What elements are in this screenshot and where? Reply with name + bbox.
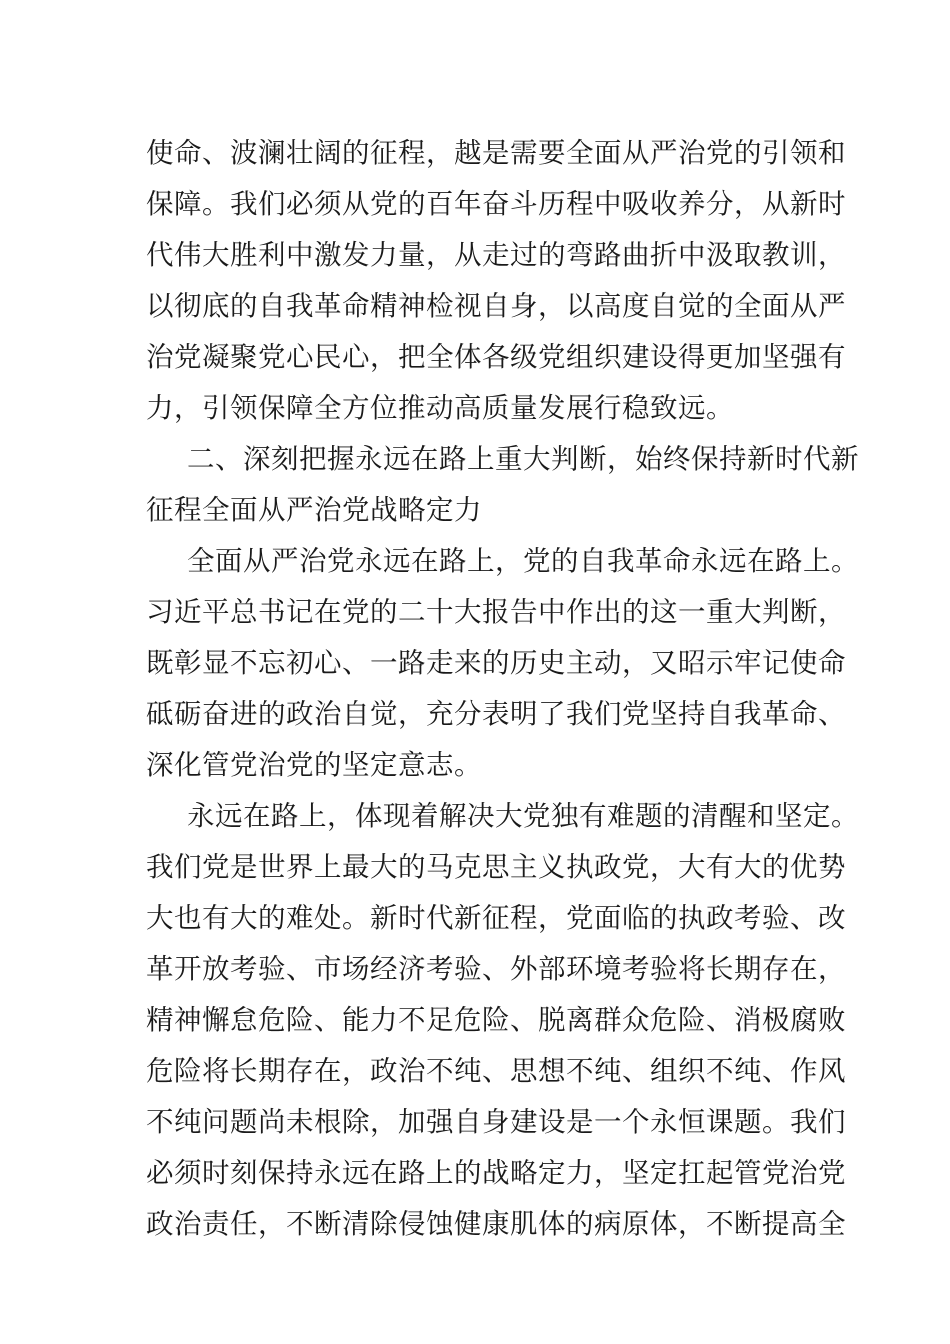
text-line: 砥砺奋进的政治自觉，充分表明了我们党坚持自我革命、 <box>146 698 846 730</box>
text-line: 革开放考验、市场经济考验、外部环境考验将长期存在， <box>146 953 846 985</box>
text-line: 以彻底的自我革命精神检视自身，以高度自觉的全面从严 <box>146 290 846 322</box>
text-line: 必须时刻保持永远在路上的战略定力，坚定扛起管党治党 <box>146 1157 846 1189</box>
text-line: 代伟大胜利中激发力量，从走过的弯路曲折中汲取教训， <box>146 239 846 271</box>
text-line: 深化管党治党的坚定意志。 <box>146 749 482 781</box>
text-line: 危险将长期存在，政治不纯、思想不纯、组织不纯、作风 <box>146 1055 846 1087</box>
text-line: 习近平总书记在党的二十大报告中作出的这一重大判断， <box>146 596 846 628</box>
section-heading-line: 征程全面从严治党战略定力 <box>146 494 482 526</box>
text-line: 既彰显不忘初心、一路走来的历史主动，又昭示牢记使命 <box>146 647 846 679</box>
text-line: 保障。我们必须从党的百年奋斗历程中吸收养分，从新时 <box>146 188 846 220</box>
section-heading-line: 二、深刻把握永远在路上重大判断，始终保持新时代新 <box>187 443 859 475</box>
text-line: 永远在路上，体现着解决大党独有难题的清醒和坚定。 <box>187 800 859 832</box>
text-line: 使命、波澜壮阔的征程，越是需要全面从严治党的引领和 <box>146 137 846 169</box>
text-line: 我们党是世界上最大的马克思主义执政党，大有大的优势 <box>146 851 846 883</box>
text-line: 大也有大的难处。新时代新征程，党面临的执政考验、改 <box>146 902 846 934</box>
text-line: 全面从严治党永远在路上，党的自我革命永远在路上。 <box>187 545 859 577</box>
text-line: 力，引领保障全方位推动高质量发展行稳致远。 <box>146 392 734 424</box>
text-line: 不纯问题尚未根除，加强自身建设是一个永恒课题。我们 <box>146 1106 846 1138</box>
text-line: 政治责任，不断清除侵蚀健康肌体的病原体，不断提高全 <box>146 1208 846 1240</box>
text-line: 治党凝聚党心民心，把全体各级党组织建设得更加坚强有 <box>146 341 846 373</box>
text-line: 精神懈怠危险、能力不足危险、脱离群众危险、消极腐败 <box>146 1004 846 1036</box>
document-body <box>146 128 859 1250</box>
